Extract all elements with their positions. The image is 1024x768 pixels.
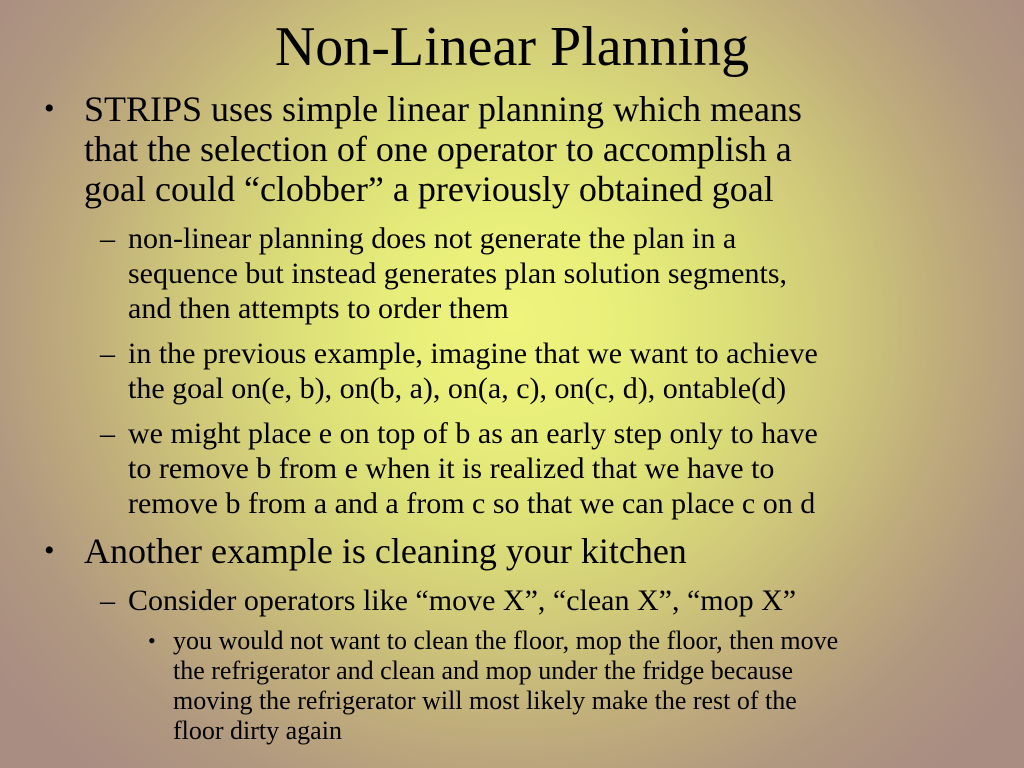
subbullet-text: Consider operators like “move X”, “clean X”, “mop X” [128, 584, 797, 617]
dash-marker: – [100, 417, 115, 450]
subsubbullet-refrigerator [148, 626, 1008, 746]
subbullet-text: in the previous example, imagine that we want to achieve the goal on(e, b), on(b, a), on(a, c), on(c, d), ontable(d) [128, 337, 818, 405]
bullet-text: STRIPS uses simple linear planning which means that the selection of one operator to accomplish a goal could “clobber” a previously obtained goal [84, 89, 802, 209]
bullet-text: Another example is cleaning your kitchen [84, 531, 687, 571]
dash-marker: – [100, 222, 115, 255]
subbullet-previous-example [100, 336, 1010, 406]
subbullet-non-linear [100, 221, 1010, 326]
bullet-marker: • [44, 92, 55, 125]
bullet-marker: • [44, 534, 55, 567]
bullet-strips [44, 89, 1004, 209]
subsubbullet-text: you would not want to clean the floor, mop the floor, then move the refrigerator and clean and mop under the fridge because moving the refrigerator will most likely make the rest of the floor dirty again [173, 626, 839, 745]
slide-title: Non-Linear Planning [274, 16, 750, 78]
dash-marker: – [100, 584, 115, 617]
bullet-kitchen [44, 531, 1004, 571]
bullet-marker: • [148, 628, 156, 653]
subbullet-place-e [100, 416, 1010, 521]
subbullet-operators [100, 583, 1010, 618]
dash-marker: – [100, 337, 115, 370]
subbullet-text: non-linear planning does not generate the plan in a sequence but instead generates plan solution segments, and then attempts to order them [128, 222, 787, 325]
subbullet-text: we might place e on top of b as an early step only to have to remove b from e when it is realized that we have to remove b from a and a from c so that we can place c on d [128, 417, 818, 520]
